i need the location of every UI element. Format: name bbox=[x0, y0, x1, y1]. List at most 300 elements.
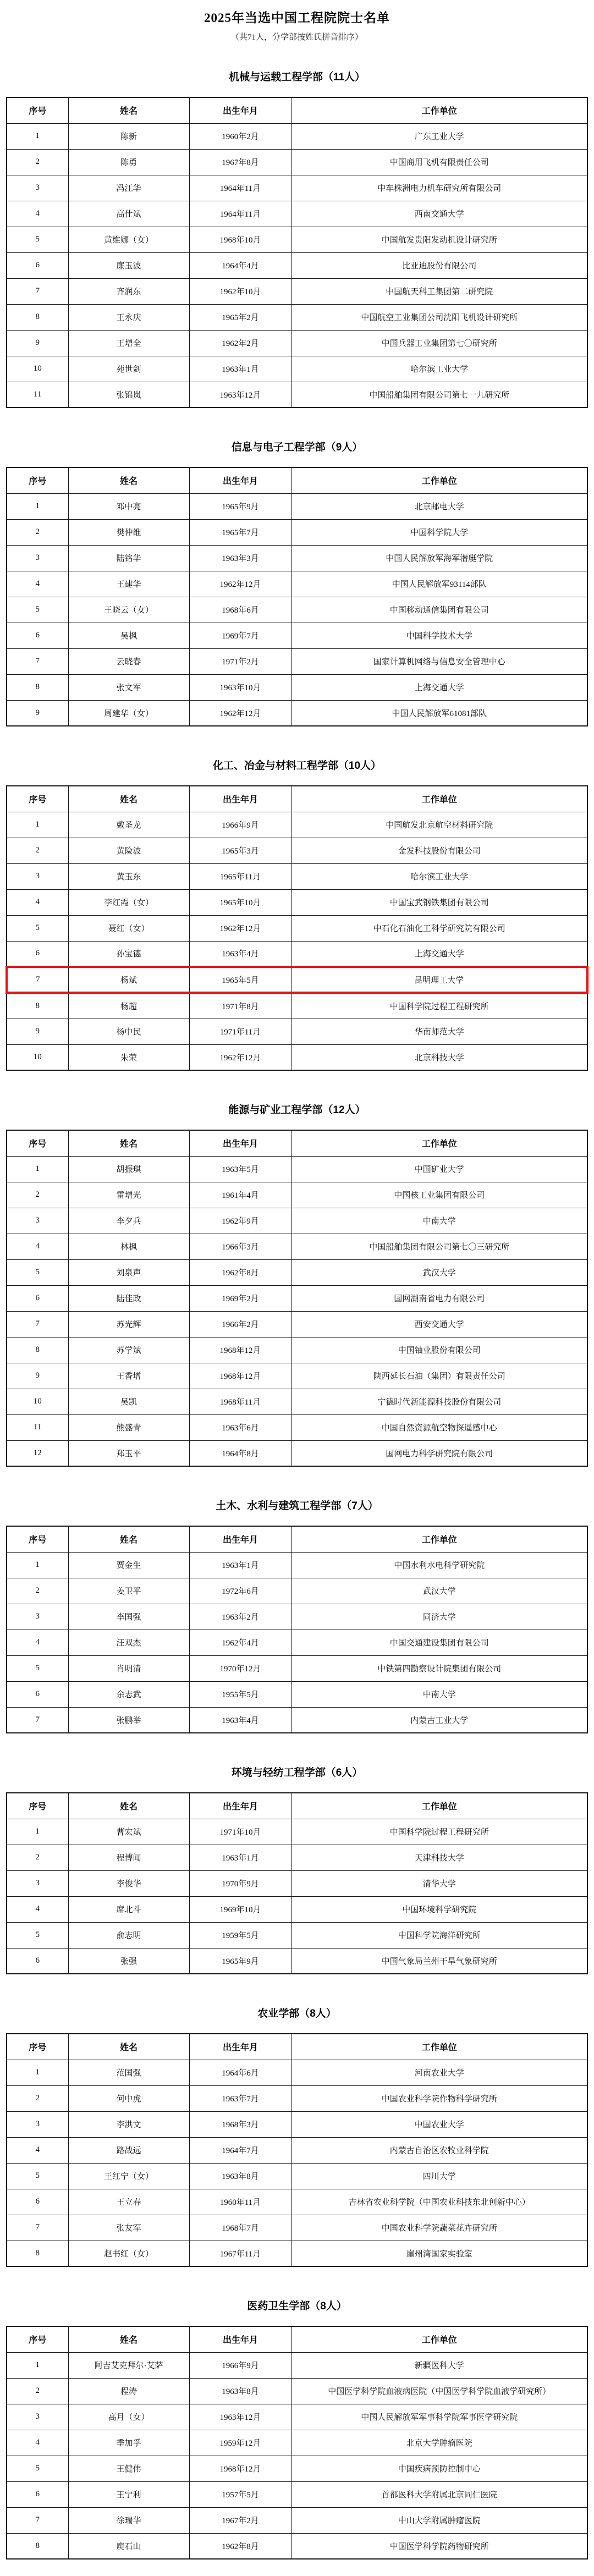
table-row bbox=[7, 1578, 587, 1604]
cell-name: 王健伟 bbox=[68, 2456, 189, 2481]
cell-seq: 3 bbox=[7, 1870, 68, 1896]
header-cell: 出生年月 bbox=[189, 786, 292, 812]
table-row bbox=[7, 1414, 587, 1440]
table-row bbox=[7, 2137, 587, 2163]
cell-org: 内蒙古自治区农牧业科学院 bbox=[292, 2137, 587, 2163]
table-row bbox=[7, 2404, 587, 2430]
cell-org: 华南师范大学 bbox=[292, 1019, 587, 1044]
cell-seq: 4 bbox=[7, 1896, 68, 1922]
cell-birth: 1968年12月 bbox=[189, 1337, 292, 1363]
cell-org: 北京科技大学 bbox=[292, 1044, 587, 1070]
table-row bbox=[7, 2163, 587, 2189]
cell-seq: 3 bbox=[7, 863, 68, 889]
header-cell: 工作单位 bbox=[292, 2326, 587, 2352]
cell-name: 聂红（女） bbox=[68, 915, 189, 941]
cell-org: 中铁第四勘察设计院集团有限公司 bbox=[292, 1655, 587, 1681]
cell-org: 哈尔滨工业大学 bbox=[292, 863, 587, 889]
cell-birth: 1965年5月 bbox=[189, 967, 292, 993]
section-title: 环境与轻纺工程学部（6人） bbox=[231, 1767, 363, 1779]
cell-seq: 8 bbox=[7, 993, 68, 1019]
table-header-row bbox=[7, 1130, 587, 1156]
cell-org: 中国自然资源航空物探遥感中心 bbox=[292, 1414, 587, 1440]
cell-name: 胡振琪 bbox=[68, 1156, 189, 1182]
cell-org: 中国科学院海洋研究所 bbox=[292, 1922, 587, 1948]
table-row bbox=[7, 1389, 587, 1414]
table-row bbox=[7, 915, 587, 941]
cell-org: 中国医学科学院血液病医院（中国医学科学院血液学研究所） bbox=[292, 2378, 587, 2404]
cell-seq: 5 bbox=[7, 2163, 68, 2189]
cell-seq: 1 bbox=[7, 812, 68, 838]
section-title: 农业学部（8人） bbox=[257, 2008, 337, 2019]
cell-name: 冯江华 bbox=[68, 175, 189, 201]
cell-seq: 6 bbox=[7, 252, 68, 278]
cell-birth: 1962年9月 bbox=[189, 1208, 292, 1234]
cell-seq: 8 bbox=[7, 2533, 68, 2559]
cell-name: 杨斌 bbox=[68, 967, 189, 993]
cell-name: 雷增光 bbox=[68, 1182, 189, 1208]
cell-seq: 4 bbox=[7, 889, 68, 915]
cell-name: 张锦岚 bbox=[68, 382, 189, 408]
cell-name: 杨中民 bbox=[68, 1019, 189, 1044]
cell-name: 吴凯 bbox=[68, 1389, 189, 1414]
cell-seq: 1 bbox=[7, 1156, 68, 1182]
cell-org: 天津科技大学 bbox=[292, 1845, 587, 1870]
cell-name: 黄维娜（女） bbox=[68, 227, 189, 252]
cell-org: 中山大学附属肿瘤医院 bbox=[292, 2507, 587, 2533]
cell-birth: 1962年4月 bbox=[189, 1630, 292, 1655]
roster-table bbox=[6, 1792, 588, 1974]
cell-org: 四川大学 bbox=[292, 2163, 587, 2189]
cell-birth: 1962年12月 bbox=[189, 915, 292, 941]
cell-name: 苏光辉 bbox=[68, 1311, 189, 1337]
cell-name: 路战远 bbox=[68, 2137, 189, 2163]
cell-org: 吉林省农业科学院（中国农业科技东北创新中心） bbox=[292, 2189, 587, 2215]
table-row bbox=[7, 1019, 587, 1044]
cell-birth: 1965年9月 bbox=[189, 1948, 292, 1974]
table-row bbox=[7, 597, 587, 623]
table-header-row bbox=[7, 1526, 587, 1552]
table-row bbox=[7, 2533, 587, 2559]
table-row bbox=[7, 2189, 587, 2215]
header-cell: 姓名 bbox=[68, 1130, 189, 1156]
cell-birth: 1969年2月 bbox=[189, 1285, 292, 1311]
cell-name: 俞志明 bbox=[68, 1922, 189, 1948]
cell-birth: 1963年5月 bbox=[189, 1156, 292, 1182]
table-row bbox=[7, 648, 587, 674]
cell-org: 中国科学技术大学 bbox=[292, 623, 587, 648]
cell-birth: 1960年11月 bbox=[189, 2189, 292, 2215]
cell-seq: 4 bbox=[7, 1630, 68, 1655]
table-row bbox=[7, 863, 587, 889]
cell-name: 吴枫 bbox=[68, 623, 189, 648]
cell-birth: 1963年1月 bbox=[189, 356, 292, 382]
header-cell: 序号 bbox=[7, 1130, 68, 1156]
table-row bbox=[7, 2507, 587, 2533]
cell-birth: 1960年2月 bbox=[189, 123, 292, 149]
cell-name: 席北斗 bbox=[68, 1896, 189, 1922]
cell-name: 邓中亮 bbox=[68, 493, 189, 519]
cell-birth: 1957年5月 bbox=[189, 2481, 292, 2507]
cell-birth: 1967年2月 bbox=[189, 2507, 292, 2533]
cell-name: 张友军 bbox=[68, 2215, 189, 2241]
cell-seq: 5 bbox=[7, 1259, 68, 1285]
cell-seq: 6 bbox=[7, 623, 68, 648]
cell-seq: 6 bbox=[7, 2481, 68, 2507]
cell-org: 首都医科大学附属北京同仁医院 bbox=[292, 2481, 587, 2507]
table-row bbox=[7, 838, 587, 863]
cell-org: 上海交通大学 bbox=[292, 941, 587, 967]
cell-birth: 1963年12月 bbox=[189, 382, 292, 408]
cell-seq: 7 bbox=[7, 2215, 68, 2241]
cell-name: 朱荣 bbox=[68, 1044, 189, 1070]
section-title: 能源与矿业工程学部（12人） bbox=[228, 1104, 366, 1116]
cell-birth: 1964年4月 bbox=[189, 252, 292, 278]
cell-seq: 3 bbox=[7, 545, 68, 571]
cell-seq: 5 bbox=[7, 915, 68, 941]
cell-birth: 1965年9月 bbox=[189, 493, 292, 519]
table-header-row bbox=[7, 1793, 587, 1819]
cell-name: 季加孚 bbox=[68, 2430, 189, 2456]
cell-seq: 9 bbox=[7, 1019, 68, 1044]
cell-org: 中国船舶集团有限公司第七一九研究所 bbox=[292, 382, 587, 408]
cell-org: 哈尔滨工业大学 bbox=[292, 356, 587, 382]
table-row bbox=[7, 2111, 587, 2137]
table-row bbox=[7, 493, 587, 519]
cell-name: 陆铭华 bbox=[68, 545, 189, 571]
sections-container bbox=[0, 69, 594, 2560]
cell-birth: 1971年11月 bbox=[189, 1019, 292, 1044]
cell-birth: 1965年7月 bbox=[189, 519, 292, 545]
cell-name: 王晓云（女） bbox=[68, 597, 189, 623]
cell-birth: 1968年12月 bbox=[189, 1363, 292, 1389]
cell-seq: 3 bbox=[7, 175, 68, 201]
table-row bbox=[7, 1845, 587, 1870]
table-row bbox=[7, 1156, 587, 1182]
cell-org: 中国移动通信集团有限公司 bbox=[292, 597, 587, 623]
cell-birth: 1968年10月 bbox=[189, 227, 292, 252]
cell-name: 云晓春 bbox=[68, 648, 189, 674]
cell-birth: 1965年11月 bbox=[189, 863, 292, 889]
table-row bbox=[7, 519, 587, 545]
table-row bbox=[7, 227, 587, 252]
cell-org: 金发科技股份有限公司 bbox=[292, 838, 587, 863]
table-row bbox=[7, 2060, 587, 2085]
cell-org: 中国商用飞机有限责任公司 bbox=[292, 149, 587, 175]
cell-name: 肖明清 bbox=[68, 1655, 189, 1681]
cell-name: 庾石山 bbox=[68, 2533, 189, 2559]
cell-birth: 1955年5月 bbox=[189, 1681, 292, 1707]
table-header-row bbox=[7, 786, 587, 812]
cell-name: 戴圣龙 bbox=[68, 812, 189, 838]
roster-table bbox=[6, 785, 588, 1071]
section-title: 机械与运载工程学部（11人） bbox=[228, 71, 366, 83]
table-row bbox=[7, 1208, 587, 1234]
table-row bbox=[7, 2430, 587, 2456]
cell-seq: 5 bbox=[7, 2456, 68, 2481]
table-row bbox=[7, 2352, 587, 2378]
cell-birth: 1967年8月 bbox=[189, 149, 292, 175]
cell-name: 齐润东 bbox=[68, 278, 189, 304]
cell-birth: 1965年10月 bbox=[189, 889, 292, 915]
cell-seq: 8 bbox=[7, 1337, 68, 1363]
cell-name: 杨超 bbox=[68, 993, 189, 1019]
cell-birth: 1963年7月 bbox=[189, 2085, 292, 2111]
header-cell: 姓名 bbox=[68, 2326, 189, 2352]
cell-org: 国网湖南省电力有限公司 bbox=[292, 1285, 587, 1311]
cell-org: 中车株洲电力机车研究所有限公司 bbox=[292, 175, 587, 201]
cell-name: 范国强 bbox=[68, 2060, 189, 2085]
cell-birth: 1963年12月 bbox=[189, 2404, 292, 2430]
cell-org: 中国人民解放军军事科学院军事医学研究院 bbox=[292, 2404, 587, 2430]
cell-name: 李洪文 bbox=[68, 2111, 189, 2137]
cell-seq: 7 bbox=[7, 2507, 68, 2533]
cell-seq: 5 bbox=[7, 1655, 68, 1681]
cell-seq: 10 bbox=[7, 1389, 68, 1414]
cell-name: 姜卫平 bbox=[68, 1578, 189, 1604]
cell-birth: 1965年3月 bbox=[189, 838, 292, 863]
cell-birth: 1969年10月 bbox=[189, 1896, 292, 1922]
cell-org: 宁德时代新能源科技股份有限公司 bbox=[292, 1389, 587, 1414]
table-row bbox=[7, 1311, 587, 1337]
header-cell: 出生年月 bbox=[189, 1130, 292, 1156]
cell-birth: 1971年8月 bbox=[189, 993, 292, 1019]
table-row bbox=[7, 356, 587, 382]
table-row bbox=[7, 278, 587, 304]
cell-birth: 1966年9月 bbox=[189, 812, 292, 838]
cell-birth: 1972年6月 bbox=[189, 1578, 292, 1604]
cell-org: 中南大学 bbox=[292, 1681, 587, 1707]
cell-name: 程涛 bbox=[68, 2378, 189, 2404]
cell-org: 中国农业科学院作物科学研究所 bbox=[292, 2085, 587, 2111]
header-cell: 工作单位 bbox=[292, 467, 587, 493]
cell-seq: 2 bbox=[7, 838, 68, 863]
header-cell: 序号 bbox=[7, 2326, 68, 2352]
table-row bbox=[7, 2241, 587, 2266]
cell-birth: 1964年11月 bbox=[189, 175, 292, 201]
page-subtitle: （共71人，分学部按姓氏拼音排序） bbox=[230, 33, 363, 42]
page-title: 2025年当选中国工程院院士名单 bbox=[204, 11, 390, 25]
cell-name: 黄玉东 bbox=[68, 863, 189, 889]
cell-name: 程博闻 bbox=[68, 1845, 189, 1870]
cell-seq: 6 bbox=[7, 2189, 68, 2215]
cell-name: 余志武 bbox=[68, 1681, 189, 1707]
cell-name: 王建华 bbox=[68, 571, 189, 597]
table-row bbox=[7, 1044, 587, 1070]
header-cell: 工作单位 bbox=[292, 1793, 587, 1819]
header-cell: 工作单位 bbox=[292, 1526, 587, 1552]
header-cell: 工作单位 bbox=[292, 2034, 587, 2060]
header-cell: 序号 bbox=[7, 2034, 68, 2060]
table-row bbox=[7, 201, 587, 227]
table-row bbox=[7, 2085, 587, 2111]
cell-org: 国网电力科学研究院有限公司 bbox=[292, 1440, 587, 1466]
header-cell: 姓名 bbox=[68, 786, 189, 812]
table-row bbox=[7, 700, 587, 726]
cell-seq: 7 bbox=[7, 967, 68, 993]
table-row bbox=[7, 1922, 587, 1948]
cell-seq: 3 bbox=[7, 1208, 68, 1234]
cell-org: 北京邮电大学 bbox=[292, 493, 587, 519]
cell-seq: 4 bbox=[7, 201, 68, 227]
table-row bbox=[7, 1363, 587, 1389]
cell-birth: 1964年6月 bbox=[189, 2060, 292, 2085]
cell-org: 中国船舶集团有限公司第七〇三研究所 bbox=[292, 1234, 587, 1259]
cell-seq: 2 bbox=[7, 519, 68, 545]
highlighted-row bbox=[7, 967, 587, 993]
cell-org: 广东工业大学 bbox=[292, 123, 587, 149]
cell-org: 中国人民解放军61081部队 bbox=[292, 700, 587, 726]
header-cell: 工作单位 bbox=[292, 97, 587, 123]
header-cell: 姓名 bbox=[68, 1526, 189, 1552]
table-row bbox=[7, 1182, 587, 1208]
cell-birth: 1969年7月 bbox=[189, 623, 292, 648]
cell-name: 苑世剑 bbox=[68, 356, 189, 382]
cell-org: 中国气象局兰州干旱气象研究所 bbox=[292, 1948, 587, 1974]
cell-seq: 7 bbox=[7, 1707, 68, 1733]
cell-birth: 1962年8月 bbox=[189, 2533, 292, 2559]
cell-birth: 1963年2月 bbox=[189, 1604, 292, 1630]
cell-name: 高仕斌 bbox=[68, 201, 189, 227]
cell-org: 中国铀业股份有限公司 bbox=[292, 1337, 587, 1363]
cell-org: 中石化石油化工科学研究院有限公司 bbox=[292, 915, 587, 941]
header-cell: 姓名 bbox=[68, 1793, 189, 1819]
section-title: 信息与电子工程学部（9人） bbox=[231, 442, 363, 453]
cell-birth: 1963年8月 bbox=[189, 2163, 292, 2189]
cell-org: 中国医学科学院药物研究所 bbox=[292, 2533, 587, 2559]
cell-birth: 1962年8月 bbox=[189, 1259, 292, 1285]
cell-name: 张文军 bbox=[68, 674, 189, 700]
cell-seq: 3 bbox=[7, 1604, 68, 1630]
cell-seq: 2 bbox=[7, 149, 68, 175]
cell-birth: 1963年3月 bbox=[189, 545, 292, 571]
cell-birth: 1963年10月 bbox=[189, 674, 292, 700]
cell-birth: 1966年3月 bbox=[189, 1234, 292, 1259]
cell-birth: 1968年3月 bbox=[189, 2111, 292, 2137]
cell-seq: 7 bbox=[7, 278, 68, 304]
cell-birth: 1963年4月 bbox=[189, 941, 292, 967]
table-row bbox=[7, 1819, 587, 1845]
cell-name: 赵书红（女） bbox=[68, 2241, 189, 2266]
cell-org: 武汉大学 bbox=[292, 1259, 587, 1285]
cell-org: 中国航发贵阳发动机设计研究所 bbox=[292, 227, 587, 252]
roster-table bbox=[6, 97, 588, 408]
table-row bbox=[7, 1552, 587, 1578]
cell-birth: 1968年7月 bbox=[189, 2215, 292, 2241]
table-row bbox=[7, 1896, 587, 1922]
cell-name: 何中虎 bbox=[68, 2085, 189, 2111]
cell-name: 樊仲维 bbox=[68, 519, 189, 545]
cell-seq: 11 bbox=[7, 382, 68, 408]
cell-org: 中国人民解放军海军潜艇学院 bbox=[292, 545, 587, 571]
cell-seq: 1 bbox=[7, 2060, 68, 2085]
cell-name: 苏学斌 bbox=[68, 1337, 189, 1363]
cell-org: 中国航空工业集团公司沈阳飞机设计研究所 bbox=[292, 304, 587, 330]
table-row bbox=[7, 623, 587, 648]
cell-seq: 1 bbox=[7, 1552, 68, 1578]
cell-seq: 8 bbox=[7, 674, 68, 700]
cell-name: 贾金生 bbox=[68, 1552, 189, 1578]
table-row bbox=[7, 674, 587, 700]
cell-org: 西安交通大学 bbox=[292, 1311, 587, 1337]
cell-seq: 2 bbox=[7, 2085, 68, 2111]
cell-seq: 8 bbox=[7, 2241, 68, 2266]
section-title: 医药卫生学部（8人） bbox=[247, 2300, 347, 2312]
header-cell: 序号 bbox=[7, 1526, 68, 1552]
table-row bbox=[7, 2215, 587, 2241]
cell-org: 西南交通大学 bbox=[292, 201, 587, 227]
cell-seq: 1 bbox=[7, 2352, 68, 2378]
cell-seq: 1 bbox=[7, 1819, 68, 1845]
section-title: 土木、水利与建筑工程学部（7人） bbox=[216, 1500, 378, 1512]
cell-org: 内蒙古工业大学 bbox=[292, 1707, 587, 1733]
table-header-row bbox=[7, 97, 587, 123]
cell-birth: 1971年10月 bbox=[189, 1819, 292, 1845]
cell-seq: 4 bbox=[7, 571, 68, 597]
cell-seq: 4 bbox=[7, 2430, 68, 2456]
table-row bbox=[7, 1259, 587, 1285]
cell-name: 李国强 bbox=[68, 1604, 189, 1630]
cell-name: 王增全 bbox=[68, 330, 189, 356]
cell-org: 中国核工业集团有限公司 bbox=[292, 1182, 587, 1208]
cell-seq: 3 bbox=[7, 2111, 68, 2137]
cell-birth: 1970年12月 bbox=[189, 1655, 292, 1681]
cell-birth: 1965年2月 bbox=[189, 304, 292, 330]
cell-birth: 1963年1月 bbox=[189, 1845, 292, 1870]
table-row bbox=[7, 1870, 587, 1896]
cell-seq: 3 bbox=[7, 2404, 68, 2430]
table-row bbox=[7, 545, 587, 571]
table-header-row bbox=[7, 2326, 587, 2352]
cell-seq: 2 bbox=[7, 1182, 68, 1208]
cell-name: 陈勇 bbox=[68, 149, 189, 175]
header-cell: 出生年月 bbox=[189, 1526, 292, 1552]
cell-org: 中国科学院过程工程研究所 bbox=[292, 993, 587, 1019]
cell-seq: 2 bbox=[7, 1845, 68, 1870]
table-row bbox=[7, 1655, 587, 1681]
cell-name: 王永庆 bbox=[68, 304, 189, 330]
cell-org: 中国环境科学研究院 bbox=[292, 1896, 587, 1922]
cell-seq: 2 bbox=[7, 2378, 68, 2404]
cell-org: 比亚迪股份有限公司 bbox=[292, 252, 587, 278]
table-row bbox=[7, 175, 587, 201]
cell-org: 武汉大学 bbox=[292, 1578, 587, 1604]
table-row bbox=[7, 1604, 587, 1630]
cell-birth: 1962年10月 bbox=[189, 278, 292, 304]
cell-seq: 8 bbox=[7, 304, 68, 330]
cell-birth: 1966年2月 bbox=[189, 1311, 292, 1337]
cell-birth: 1963年4月 bbox=[189, 1707, 292, 1733]
cell-org: 中国农业科学院蔬菜花卉研究所 bbox=[292, 2215, 587, 2241]
header-cell: 出生年月 bbox=[189, 467, 292, 493]
cell-birth: 1959年5月 bbox=[189, 1922, 292, 1948]
cell-org: 中国矿业大学 bbox=[292, 1156, 587, 1182]
cell-seq: 1 bbox=[7, 493, 68, 519]
header-cell: 序号 bbox=[7, 786, 68, 812]
cell-seq: 1 bbox=[7, 123, 68, 149]
header-cell: 出生年月 bbox=[189, 1793, 292, 1819]
header-cell: 序号 bbox=[7, 97, 68, 123]
roster-table bbox=[6, 2033, 588, 2267]
cell-org: 中国科学院过程工程研究所 bbox=[292, 1819, 587, 1845]
cell-name: 黄险波 bbox=[68, 838, 189, 863]
cell-birth: 1967年11月 bbox=[189, 2241, 292, 2266]
cell-name: 周建华（女） bbox=[68, 700, 189, 726]
cell-birth: 1962年12月 bbox=[189, 700, 292, 726]
cell-name: 徐瑞华 bbox=[68, 2507, 189, 2533]
roster-table bbox=[6, 2326, 588, 2560]
cell-org: 中国航发北京航空材料研究院 bbox=[292, 812, 587, 838]
cell-org: 中国农业大学 bbox=[292, 2111, 587, 2137]
